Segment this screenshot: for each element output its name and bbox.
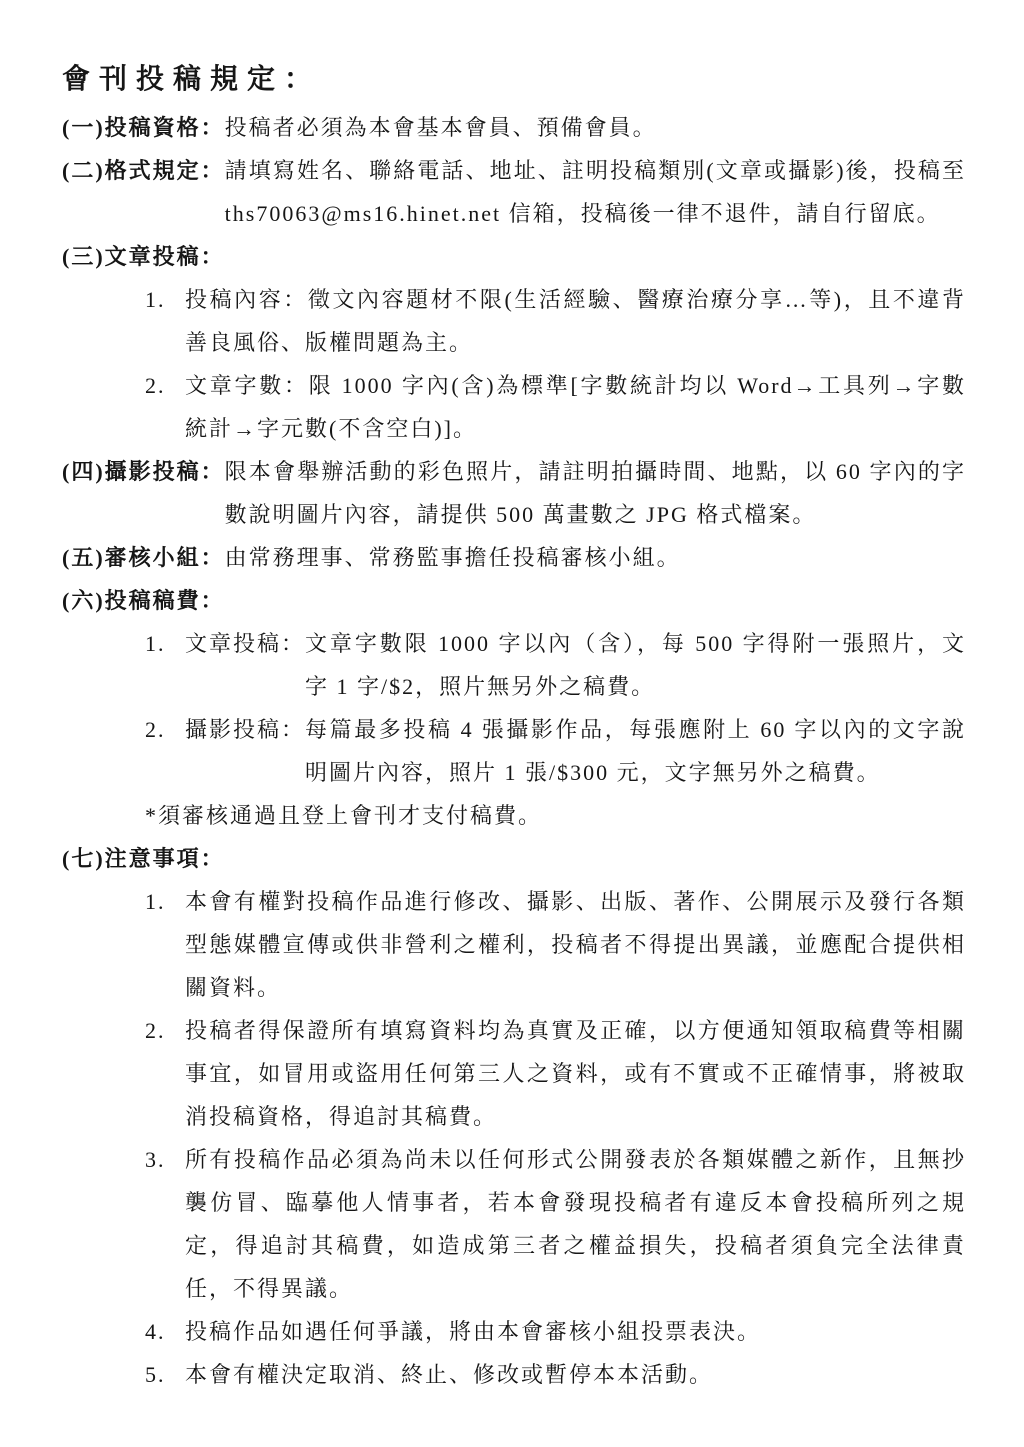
item-number: 1. — [145, 287, 166, 312]
section-label: (三)文章投稿： — [62, 244, 225, 269]
item-number: 2. — [145, 717, 166, 742]
fee-note: *須審核通過且登上會刊才支付稿費。 — [145, 803, 543, 828]
item-text: 投稿內容：徵文內容題材不限(生活經驗、醫療治療分享…等)，且不違背善良風俗、版權問題為主。 — [185, 287, 966, 355]
section-label: (五)審核小組： — [62, 545, 225, 570]
section-text: 請填寫姓名、聯絡電話、地址、註明投稿類別(文章或攝影)後，投稿至 ths70063@ms16.hinet.net 信箱，投稿後一律不退件，請自行留底。 — [224, 158, 966, 226]
item-text: 文章字數：限 1000 字內(含)為標準[字數統計均以 Word→工具列→字數統計→字元數(不含空白)]。 — [185, 373, 966, 441]
item-text: 本會有權決定取消、終止、修改或暫停本本活動。 — [185, 1362, 714, 1387]
item-label: 文章投稿： — [185, 631, 306, 656]
section-text: 限本會舉辦活動的彩色照片，請註明拍攝時間、地點，以 60 字內的字數說明圖片內容，請提供 500 萬畫數之 JPG 格式檔案。 — [224, 459, 966, 527]
item-number: 3. — [145, 1147, 166, 1172]
section-submission-fees — [62, 579, 966, 622]
section-submission-eligibility — [62, 106, 966, 149]
item-text: 所有投稿作品必須為尚未以任何形式公開發表於各類媒體之新作，且無抄襲仿冒、臨摹他人情事者，若本會發現投稿者有違反本會投稿所列之規定，得追討其稿費，如造成第三者之權益損失，投稿者須負完全法律責任，不得異議。 — [185, 1147, 966, 1301]
section-article-submission — [62, 235, 966, 278]
item-text: 文章字數限 1000 字以內（含），每 500 字得附一張照片，文字 1 字/$2，照片無另外之稿費。 — [305, 631, 966, 699]
item-number: 1. — [145, 889, 166, 914]
item-number: 4. — [145, 1319, 166, 1344]
item-body — [185, 622, 966, 708]
item-label: 攝影投稿： — [185, 717, 306, 742]
list-item — [145, 708, 966, 794]
item-text: 每篇最多投稿 4 張攝影作品，每張應附上 60 字以內的文字說明圖片內容，照片 1 張/$300 元，文字無另外之稿費。 — [305, 717, 966, 785]
section-format-rules — [62, 149, 966, 235]
item-number: 2. — [145, 1018, 166, 1043]
list-item — [145, 880, 966, 1009]
section-photo-submission — [62, 450, 966, 536]
list-item — [145, 1310, 966, 1353]
list-item — [145, 1353, 966, 1396]
list-item — [145, 1138, 966, 1310]
section-text: 投稿者必須為本會基本會員、預備會員。 — [224, 115, 657, 140]
list-item — [145, 1009, 966, 1138]
list-item — [145, 278, 966, 364]
section-notes — [62, 837, 966, 880]
item-number: 1. — [145, 631, 166, 656]
item-number: 2. — [145, 373, 166, 398]
section-label: (四)攝影投稿： — [62, 459, 225, 484]
section-label: (七)注意事項： — [62, 846, 225, 871]
item-text: 本會有權對投稿作品進行修改、攝影、出版、著作、公開展示及發行各類型態媒體宣傳或供非營利之權利，投稿者不得提出異議，並應配合提供相關資料。 — [185, 889, 966, 1000]
item-number: 5. — [145, 1362, 166, 1387]
section-label: (六)投稿稿費： — [62, 588, 225, 613]
section-label: (一)投稿資格： — [62, 115, 225, 140]
section-review-panel — [62, 536, 966, 579]
item-body — [185, 708, 966, 794]
section-text: 由常務理事、常務監事擔任投稿審核小組。 — [224, 545, 681, 570]
list-item — [145, 364, 966, 450]
list-item — [145, 622, 966, 708]
item-text: 投稿者得保證所有填寫資料均為真實及正確，以方便通知領取稿費等相關事宜，如冒用或盜用任何第三人之資料，或有不實或不正確情事，將被取消投稿資格，得追討其稿費。 — [185, 1018, 966, 1129]
section-label: (二)格式規定： — [62, 158, 225, 183]
page-title: 會刊投稿規定： — [62, 64, 322, 95]
item-text: 投稿作品如遇任何爭議，將由本會審核小組投票表決。 — [185, 1319, 762, 1344]
